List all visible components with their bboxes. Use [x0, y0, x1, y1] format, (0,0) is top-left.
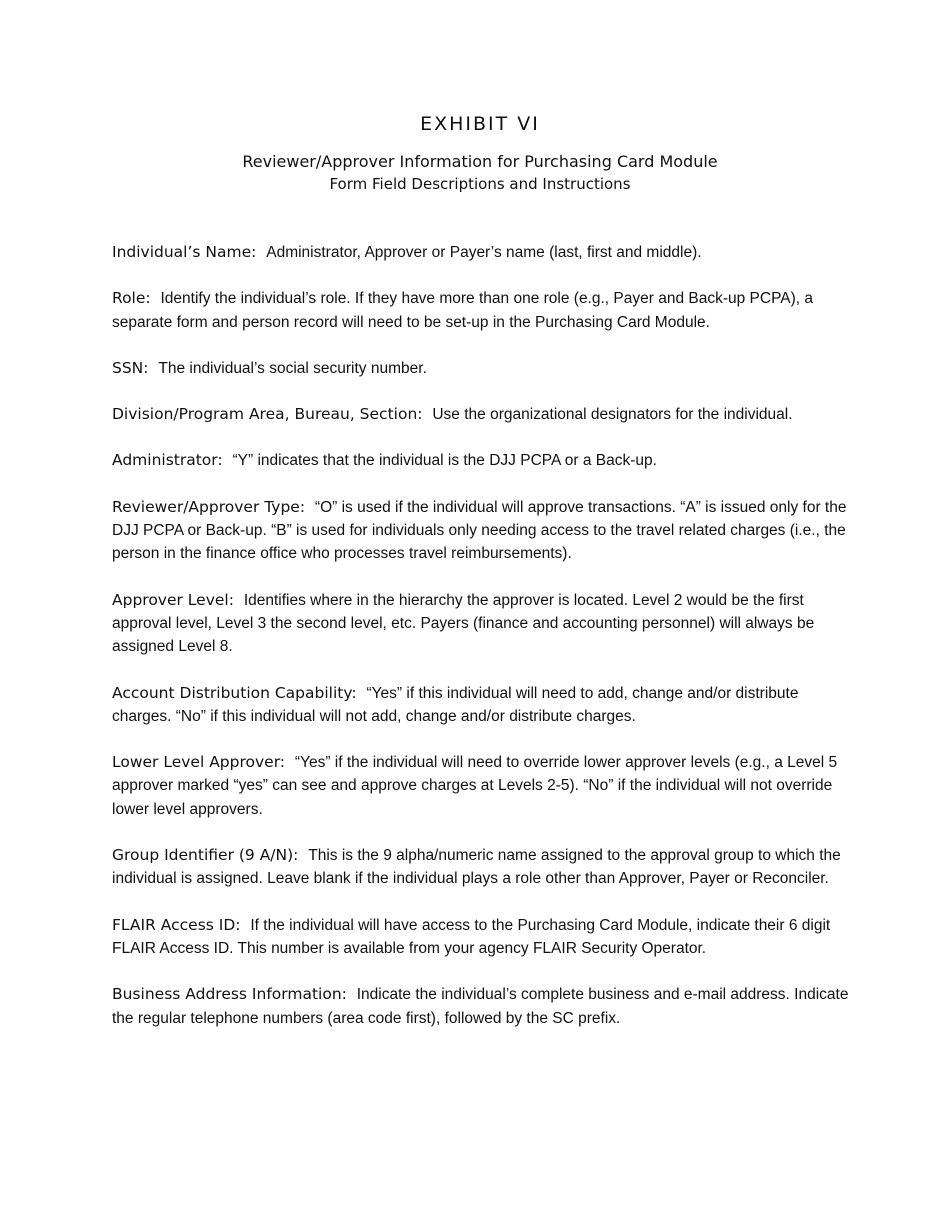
field-description: [112, 844, 852, 891]
field-label: SSN:: [112, 358, 149, 377]
field-description: [112, 241, 852, 264]
field-description: [112, 914, 852, 961]
field-text: Indicate the individual’s complete business and e-mail address. Indicate the regular telephone numbers (area code first), followed by the SC prefix.: [112, 986, 849, 1027]
field-description: [112, 449, 852, 472]
field-description: [112, 983, 852, 1030]
field-description: [112, 287, 852, 334]
field-label: Approver Level:: [112, 590, 234, 609]
field-description: [112, 496, 852, 566]
document-subtitle: Reviewer/Approver Information for Purchasing Card Module: [242, 152, 718, 171]
field-label: Role:: [112, 289, 151, 308]
field-label: Administrator:: [112, 451, 223, 470]
field-description: [112, 357, 852, 380]
field-label: Lower Level Approver:: [112, 753, 286, 772]
exhibit-title: EXHIBIT VI: [420, 113, 540, 135]
document-subsubtitle: Form Field Descriptions and Instructions: [329, 175, 631, 193]
field-description: [112, 751, 852, 821]
field-text: This is the 9 alpha/numeric name assigned to the approval group to which the individual is assigned. Leave blank if the individual plays a role other than Approver, Payer or Reconciler.: [112, 847, 841, 888]
field-label: Individual’s Name:: [112, 243, 257, 261]
field-label: Division/Program Area, Bureau, Section:: [112, 405, 423, 424]
field-text: “Yes” if this individual will need to add, change and/or distribute charges. “No” if this individual will not add, change and/or distribute charges.: [112, 684, 799, 725]
field-label: Reviewer/Approver Type:: [112, 497, 306, 516]
field-text: “O” is used if the individual will approve transactions. “A” is issued only for the DJJ PCPA or Back-up. “B” is used for individuals only needing access to the travel related charges (i.e., the person in the finance office who processes travel reimbursements).: [112, 498, 847, 563]
field-description: [112, 682, 852, 729]
field-text: Identify the individual’s role. If they have more than one role (e.g., Payer and Back-up PCPA), a separate form and person record will need to be set-up in the Purchasing Card Module.: [112, 290, 813, 331]
field-label: FLAIR Access ID:: [112, 915, 241, 934]
field-text: If the individual will have access to the Purchasing Card Module, indicate their 6 digit FLAIR Access ID. This number is available from your agency FLAIR Security Operator.: [112, 916, 831, 957]
field-text: The individual’s social security number.: [158, 359, 427, 377]
field-text: Use the organizational designators for the individual.: [432, 406, 793, 424]
field-description: [112, 403, 852, 426]
field-label: Business Address Information:: [112, 985, 347, 1004]
field-label: Account Distribution Capability:: [112, 683, 357, 702]
field-text: Identifies where in the hierarchy the approver is located. Level 2 would be the first approval level, Level 3 the second level, etc. Payers (finance and accounting personnel) will always be assigned Level 8.: [112, 591, 815, 656]
field-text: “Yes” if the individual will need to override lower approver levels (e.g., a Level 5 approver marked “yes” can see and approve charges at Levels 2-5). “No” if the individual will not override lower level approvers.: [112, 754, 838, 818]
field-text: Administrator, Approver or Payer’s name (last, first and middle).: [266, 244, 702, 261]
field-text: “Y” indicates that the individual is the DJJ PCPA or a Back-up.: [232, 452, 657, 470]
field-descriptions: [112, 241, 852, 1053]
document-header: [0, 111, 950, 195]
field-description: [112, 589, 852, 659]
field-label: Group Identifier (9 A/N):: [112, 846, 299, 865]
